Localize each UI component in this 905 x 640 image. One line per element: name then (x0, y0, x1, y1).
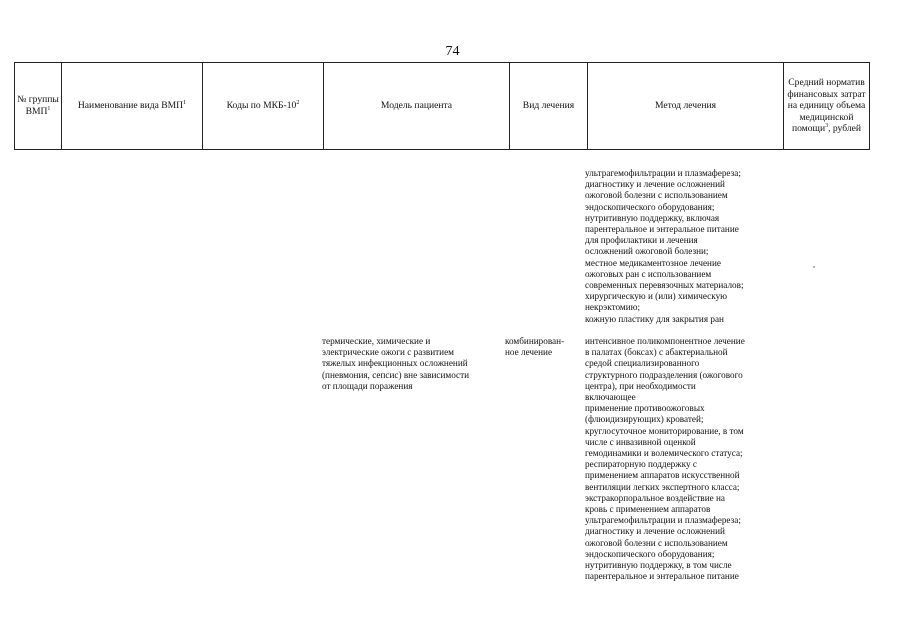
header-group (15, 63, 62, 150)
footnote-mark: 3 (825, 123, 829, 130)
row-b-model: термические, химические и электрические ожоги с развитием тяжелых инфекционных осложнений (пневмония, сепсис) вне зависимости от площади поражения (322, 336, 470, 391)
header-name-label: Наименование вида ВМП (77, 100, 184, 112)
scan-speck (813, 266, 815, 268)
header-model-label: Модель пациента (380, 100, 453, 112)
header-kind (510, 63, 588, 150)
header-norm-unit: , рублей (828, 123, 862, 135)
footnote-mark: 1 (183, 100, 187, 107)
header-method-label: Метод лечения (654, 100, 717, 112)
header-model (324, 63, 510, 150)
row-a-method: ультрагемофильтрации и плазмафереза; диагностику и лечение осложнений ожоговой болезни с использованием эндоскопического оборудования; нутритивную поддержку, включая парентеральное и энтеральное питание для профилактики и лечения осложнений ожоговой болезни; местное медикаментозное лечение ожоговых ран с использованием современных перевязочных материалов; хирургическую и (или) химическую некрэктомию; кожную пластику для закрытия ран (585, 168, 744, 324)
header-codes (203, 63, 324, 150)
header-name (62, 63, 203, 150)
row-b-method: интенсивное поликомпонентное лечение в палатах (боксах) с абактериальной средой специализированного структурного подразделения (ожогового центра), при необходимости включающее применение противоожоговых (флюидизирующих) кроватей; круглосуточное мониторирование, в том числе с инвазивной оценкой гемодинамики и волемического статуса; респираторную поддержку с применением аппаратов искусственной вентиляции легких экспертного класса; экстракорпоральное воздействие на кровь с применением аппаратов ультрагемофильтрации и плазмафереза; диагностику и лечение осложнений ожоговой болезни с использованием эндоскопического оборудования; нутритивную поддержку, в том числе парентеральное и энтеральное питание (585, 336, 745, 582)
header-group-label: № группы ВМП (17, 94, 59, 118)
footnote-mark: 2 (296, 100, 300, 107)
header-norm (784, 63, 870, 150)
header-kind-label: Вид лечения (522, 100, 575, 112)
table-header (14, 62, 870, 150)
header-method (588, 63, 784, 150)
header-norm-label: Средний норматив финансовых затрат на единицу объема медицинской помощи (787, 77, 866, 135)
row-b-kind: комбинирован- ное лечение (505, 336, 565, 358)
footnote-mark: 1 (47, 105, 51, 112)
page-number: 74 (445, 44, 460, 59)
header-codes-label: Коды по МКБ-10 (226, 100, 297, 112)
